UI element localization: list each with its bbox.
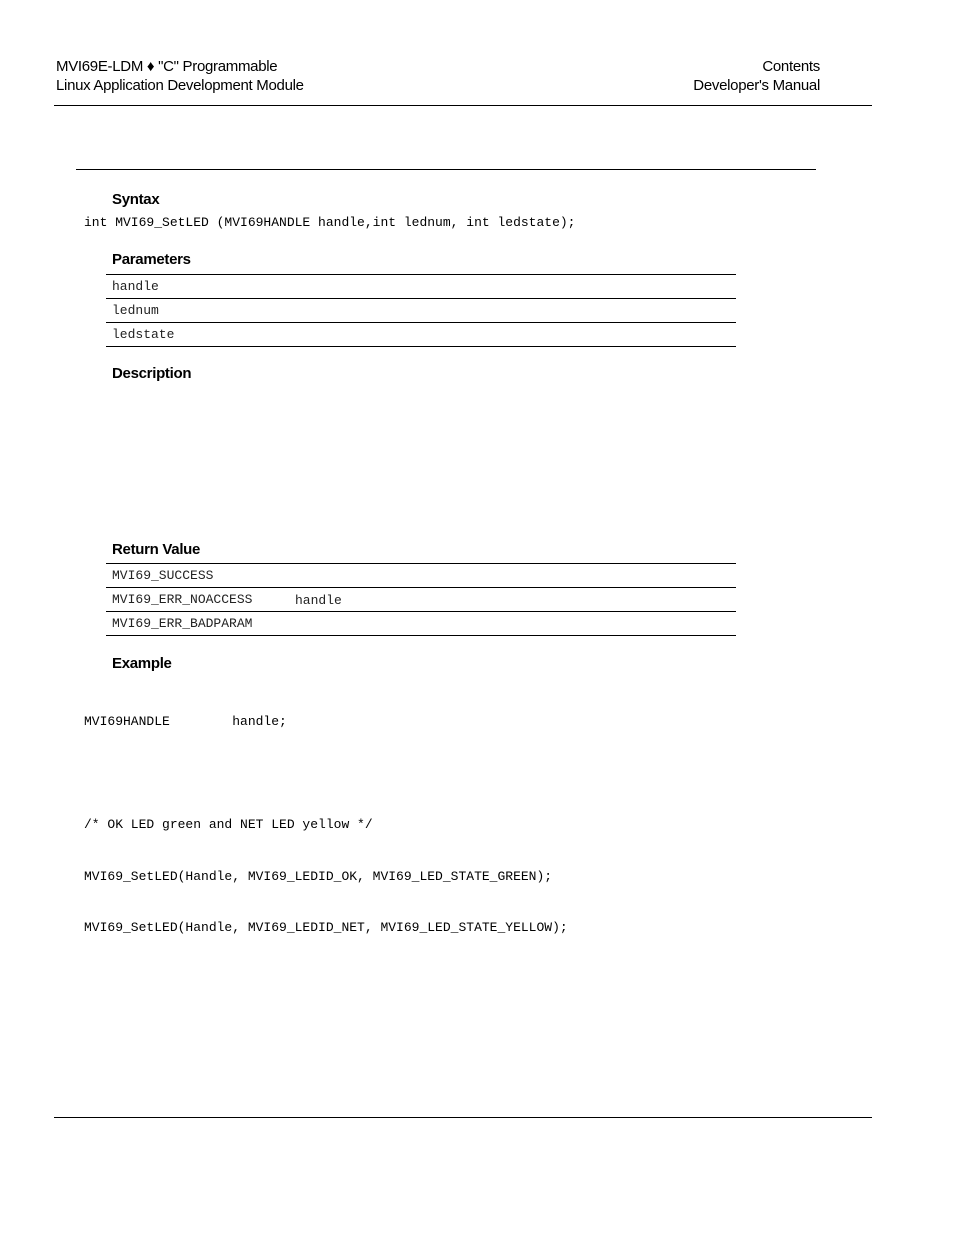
- syntax-heading: Syntax: [112, 191, 160, 208]
- code-line: MVI69_SetLED(Handle, MVI69_LEDID_NET, MVI69_LED_STATE_YELLOW);: [84, 920, 568, 935]
- header-product-subtitle: Linux Application Development Module: [56, 77, 304, 94]
- header-right: [693, 57, 820, 95]
- parameter-name: ledstate: [112, 327, 175, 342]
- return-code: MVI69_ERR_BADPARAM: [112, 616, 253, 631]
- header-section-name: Contents: [762, 58, 820, 75]
- description-heading: Description: [112, 365, 192, 382]
- table-row: [106, 563, 736, 588]
- code-line: /* OK LED green and NET LED yellow */: [84, 817, 373, 832]
- header-manual-name: Developer's Manual: [693, 77, 820, 94]
- parameter-name: lednum: [112, 303, 159, 318]
- syntax-code: int MVI69_SetLED (MVI69HANDLE handle,int lednum, int ledstate);: [84, 215, 576, 230]
- function-divider: [76, 169, 816, 170]
- example-heading: Example: [112, 655, 172, 672]
- code-line: [84, 765, 568, 783]
- table-row: [106, 299, 736, 323]
- header-left: [56, 57, 304, 95]
- parameter-name: handle: [112, 279, 159, 294]
- example-code: [84, 679, 568, 954]
- header-divider: [54, 105, 872, 106]
- page-header: [56, 57, 820, 97]
- table-row: [106, 274, 736, 299]
- parameters-table: [106, 274, 736, 347]
- return-value-heading: Return Value: [112, 541, 201, 558]
- return-code: MVI69_SUCCESS: [112, 568, 214, 583]
- table-row: [106, 612, 736, 636]
- return-detail: handle: [295, 593, 342, 608]
- table-row: [106, 588, 736, 612]
- table-row: [106, 323, 736, 347]
- header-product-title: MVI69E-LDM ♦ "C" Programmable: [56, 58, 278, 75]
- parameters-heading: Parameters: [112, 251, 191, 268]
- code-line: MVI69HANDLE handle;: [84, 714, 287, 729]
- return-code: MVI69_ERR_NOACCESS: [112, 592, 253, 607]
- code-line: MVI69_SetLED(Handle, MVI69_LEDID_OK, MVI69_LED_STATE_GREEN);: [84, 868, 553, 884]
- return-value-table: [106, 563, 736, 636]
- footer-divider: [54, 1117, 872, 1118]
